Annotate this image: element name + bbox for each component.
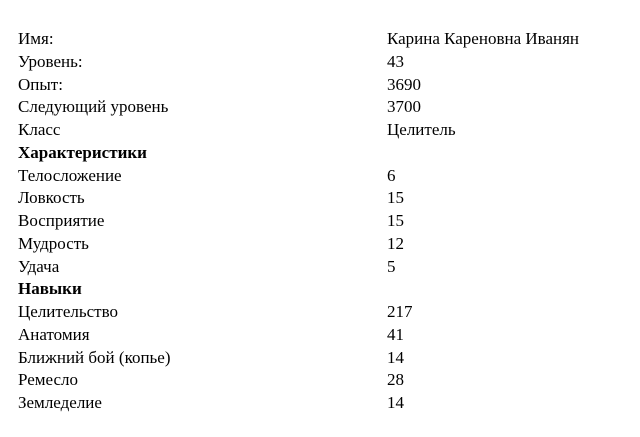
attribute-row: [18, 233, 628, 256]
skill-value: 14: [387, 393, 404, 412]
skill-label: Земледелие: [18, 393, 102, 412]
skill-label: Ремесло: [18, 370, 79, 390]
character-sheet: [18, 28, 628, 415]
skill-row: [18, 301, 628, 324]
attribute-value: 5: [387, 256, 396, 276]
skill-row: [18, 347, 628, 370]
skill-row: [18, 369, 628, 392]
class-value: Целитель: [387, 120, 456, 139]
name-label: Имя:: [18, 29, 54, 48]
skill-value: 217: [387, 302, 413, 321]
attribute-row: [18, 210, 628, 233]
skills-heading-row: [18, 278, 628, 301]
skill-row: [18, 324, 628, 347]
attributes-heading-row: [18, 142, 628, 165]
name-value: Карина Кареновна Иванян: [387, 29, 580, 48]
row-next-level: [18, 96, 628, 119]
skill-value: 14: [387, 347, 404, 367]
skills-heading: Навыки: [18, 279, 82, 299]
row-class: [18, 119, 628, 142]
exp-value: 3690: [387, 74, 421, 94]
next-level-label: Следующий уровень: [18, 97, 169, 117]
skill-label: Целительство: [18, 302, 118, 321]
attribute-row: [18, 165, 628, 188]
skill-label: Анатомия: [18, 324, 90, 344]
attribute-value: 12: [387, 233, 404, 253]
attribute-label: Телосложение: [18, 165, 122, 185]
level-value: 43: [387, 51, 404, 71]
attribute-value: 6: [387, 165, 396, 185]
row-name: [18, 28, 628, 51]
attribute-label: Мудрость: [18, 233, 89, 253]
attribute-row: [18, 256, 628, 279]
exp-label: Опыт:: [18, 74, 63, 94]
next-level-value: 3700: [387, 97, 421, 117]
class-label: Класс: [18, 120, 61, 139]
attribute-value: 15: [387, 188, 404, 208]
skill-label: Ближний бой (копье): [18, 347, 171, 367]
attribute-label: Удача: [18, 256, 60, 276]
skill-value: 28: [387, 370, 404, 390]
skill-value: 41: [387, 324, 404, 344]
level-label: Уровень:: [18, 51, 83, 71]
attribute-label: Ловкость: [18, 188, 85, 208]
row-level: [18, 51, 628, 74]
row-exp: [18, 74, 628, 97]
attribute-label: Восприятие: [18, 211, 105, 230]
attribute-row: [18, 187, 628, 210]
skill-row: [18, 392, 628, 415]
attributes-heading: Характеристики: [18, 142, 147, 162]
attribute-value: 15: [387, 211, 404, 230]
